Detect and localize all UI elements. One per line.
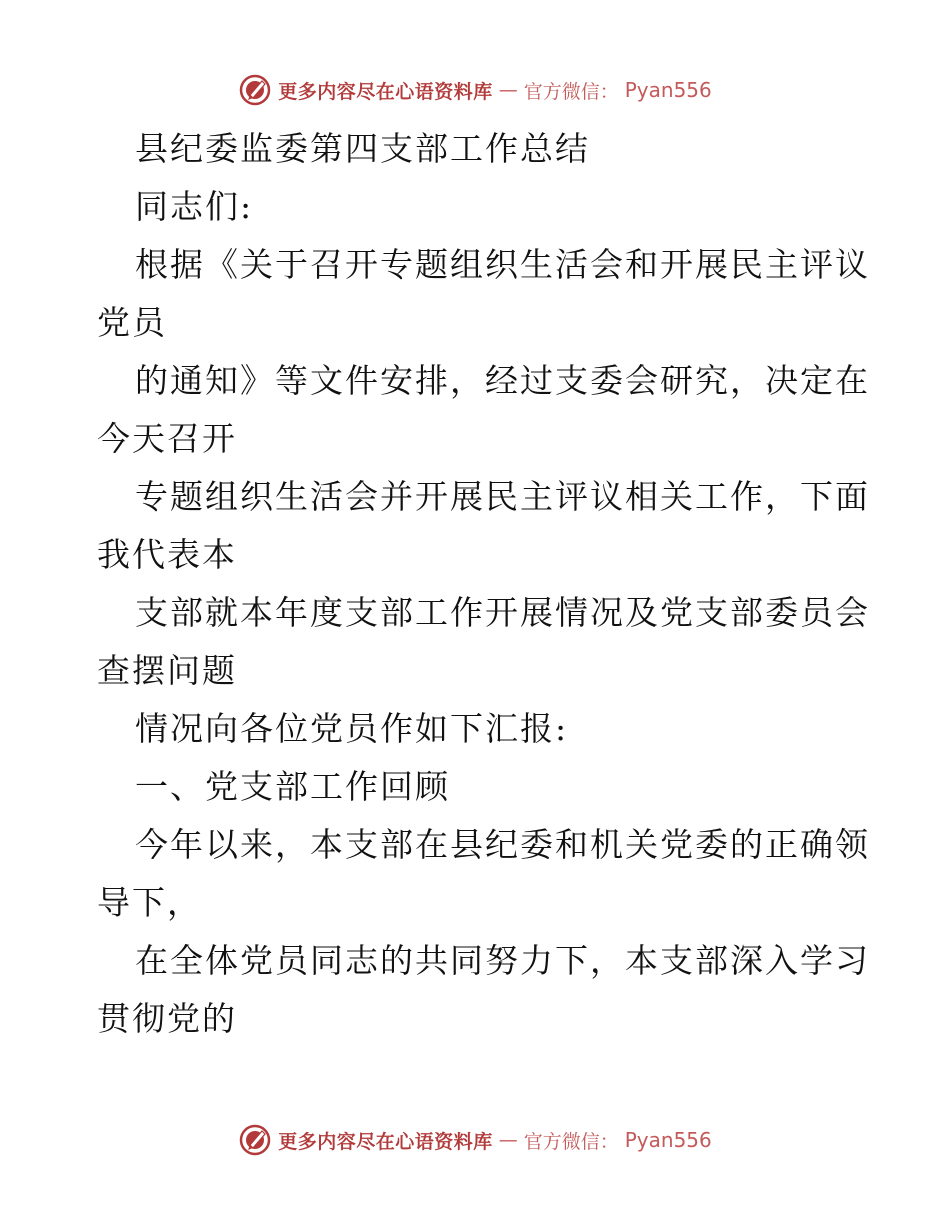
document-body <box>97 120 870 1048</box>
banner-wechat-label: 官方微信： <box>523 1130 619 1153</box>
document-line: 的通知》等文件安排，经过支委会研究，决定在 <box>135 361 870 400</box>
document-line: 在全体党员同志的共同努力下，本支部深入学习 <box>135 941 870 980</box>
document-line: 党员 <box>97 303 167 342</box>
document-line: 查摆问题 <box>97 651 237 690</box>
footer-banner <box>0 1120 950 1160</box>
banner-content <box>238 1123 712 1157</box>
banner-dash: — <box>498 79 518 101</box>
document-line: 我代表本 <box>97 535 237 574</box>
document-line: 根据《关于召开专题组织生活会和开展民主评议 <box>135 245 870 284</box>
document-line: 支部就本年度支部工作开展情况及党支部委员会 <box>135 593 870 632</box>
banner-main-text: 更多内容尽在心语资料库 <box>278 1130 493 1153</box>
banner-wechat-id: Pyan556 <box>624 1128 712 1152</box>
document-line: 导下， <box>97 883 202 922</box>
banner-wechat-id: Pyan556 <box>624 78 712 102</box>
document-line: 情况向各位党员作如下汇报: <box>135 709 569 748</box>
header-banner <box>0 70 950 110</box>
document-line: 县纪委监委第四支部工作总结 <box>135 129 590 168</box>
document-line: 贯彻党的 <box>97 999 237 1038</box>
document-line: 同志们: <box>135 187 254 226</box>
document-line: 一、党支部工作回顾 <box>135 767 450 806</box>
pen-logo-icon <box>238 1123 272 1157</box>
banner-dash: — <box>498 1129 518 1151</box>
pen-logo-icon <box>238 73 272 107</box>
document-line: 今年以来，本支部在县纪委和机关党委的正确领 <box>135 825 870 864</box>
document-line: 专题组织生活会并开展民主评议相关工作，下面 <box>135 477 870 516</box>
document-line: 今天召开 <box>97 419 237 458</box>
banner-main-text: 更多内容尽在心语资料库 <box>278 80 493 103</box>
banner-content <box>238 73 712 107</box>
banner-wechat-label: 官方微信： <box>523 80 619 103</box>
